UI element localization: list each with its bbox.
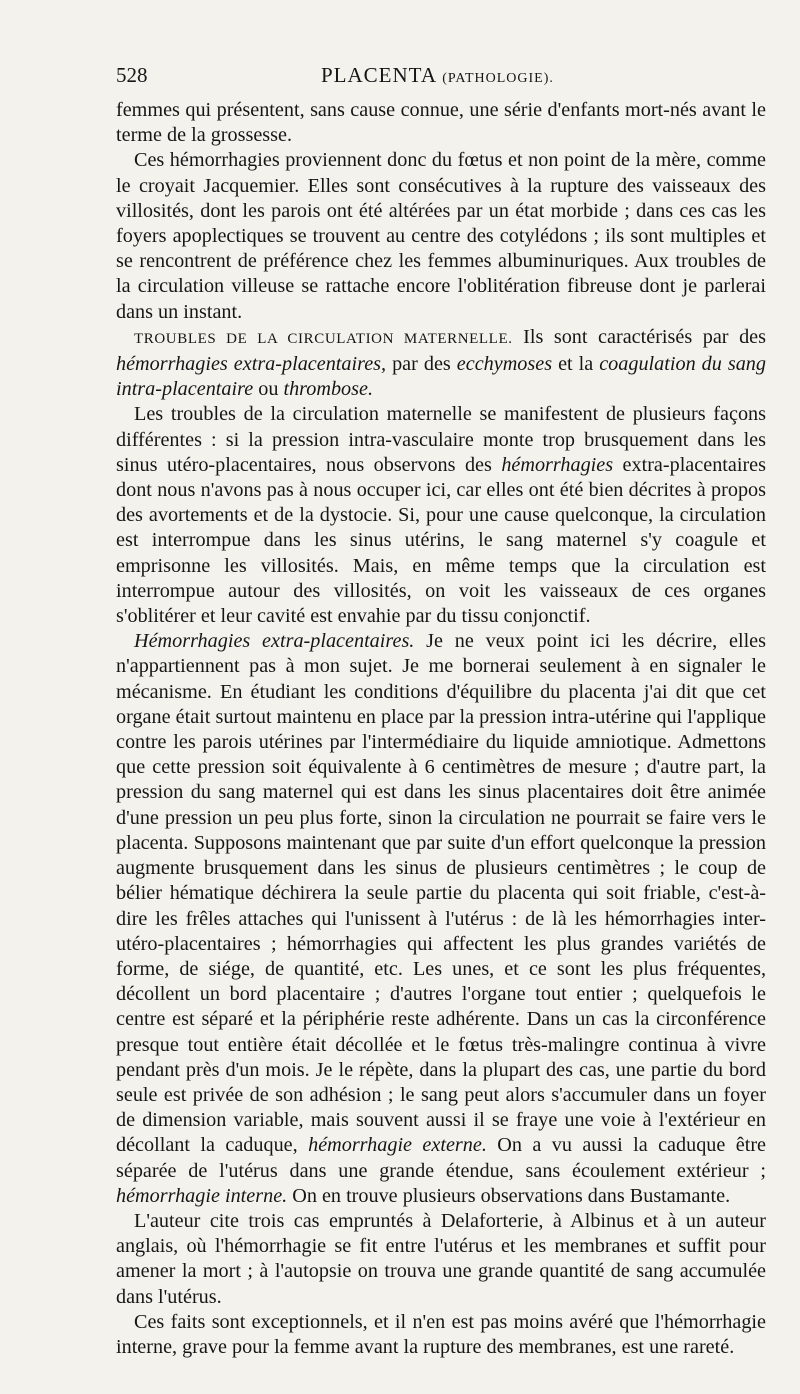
running-subtitle: (PATHOLOGIE).	[442, 71, 554, 86]
paragraph-1: femmes qui présentent, sans cause connue, une série d'enfants mort-nés avant le terme de la grossesse.	[116, 99, 766, 147]
paragraph-4: Les troubles de la circulation maternelle se manifestent de plusieurs façons différentes : si la pression intra-vasculaire monte trop brusquement dans les sinus utéro-placentaires, nous observons des hémorrhagies extra-placentaires dont nous n'avons pas à nous occuper ici, car elles ont été bien décrites à propos des avortements et de la dystocie. Si, pour une cause quelconque, la circulation est interrompue dans les sinus utérins, le sang maternel s'y coagule et emprisonne les villosités. Mais, en même temps que la circulation est interrompue autour des villosités, on voit les vaisseaux de ces organes s'oblitérer et leur cavité est envahie par du tissu conjonctif.	[116, 403, 767, 628]
running-head	[116, 62, 766, 92]
paragraph-3: TROUBLES DE LA CIRCULATION MATERNELLE. Ils sont caractérisés par des hémorrhagies extra-placentaires, par des ecchymoses et la coagulation du sang intra-placentaire ou thrombose.	[116, 325, 766, 401]
paragraph-6: L'auteur cite trois cas empruntés à Delaforterie, à Albinus et à un auteur anglais, où l'hémorrhagie se fit entre l'utérus et les membranes et suffit pour amener la mort ; à l'autopsie on trouva une grande quantité de sang accumulée dans l'utérus.	[116, 1209, 766, 1308]
paragraph-2: Ces hémorrhagies proviennent donc du fœtus et non point de la mère, comme le croyait Jacquemier. Elles sont consécutives à la rupture des vaisseaux des villosités, dont les parois ont été altérées par un état morbide ; dans ces cas les foyers apoplectiques se trouvent au centre des cotylédons ; ils sont multiples et se rencontrent de préférence chez les femmes albuminuriques. Aux troubles de la circulation villeuse se rattache encore l'oblitération fibreuse dont je parlerai dans un instant.	[116, 149, 766, 323]
body-text	[116, 98, 766, 1360]
paragraph-7: Ces faits sont exceptionnels, et il n'en est pas moins avéré que l'hémorrhagie interne, grave pour la femme avant la rupture des membranes, est une rareté.	[116, 1310, 766, 1358]
page-number: 528	[116, 63, 148, 87]
running-title: PLACENTA	[321, 63, 437, 87]
section-heading-maternal: TROUBLES DE LA CIRCULATION MATERNELLE.	[134, 330, 513, 347]
paragraph-5: Hémorrhagies extra-placentaires. Je ne veux point ici les décrire, elles n'appartiennent pas à mon sujet. Je me bornerai seulement à en signaler le mécanisme. En étudiant les conditions d'équilibre du placenta j'ai dit que cet organe était surtout maintenu en place par la pression intra-utérine qui l'applique contre les parois utérines par l'intermédiaire du liquide amniotique. Admettons que cette pression soit équivalente à 6 centimètres de mesure ; d'autre part, la pression du sang maternel qui est dans les sinus placentaires doit être animée d'une pression un peu plus forte, sinon la circulation ne pourrait se faire vers le placenta. Supposons maintenant que par suite d'un effort quelconque la pression augmente brusquement dans les sinus de plusieurs centimètres ; le coup de bélier hématique déchirera la seule partie du placenta qui soit friable, c'est-à-dire les frêles attaches qui l'unissent à l'utérus : de là les hémorrhagies inter-utéro-placentaires ; hémorrhagies qui affectent les plus grandes variétés de forme, de siége, de quantité, etc. Les unes, et ce sont les plus fréquentes, décollent un bord placentaire ; d'autres l'organe tout entier ; quelquefois le centre est séparé et la périphérie reste adhérente. Dans un cas la circonférence presque tout entière était décollée et le fœtus très-malingre continua à vivre pendant près d'un mois. Je le répète, dans la plupart des cas, une partie du bord seule est privée de son adhésion ; le sang peut alors s'accumuler dans un foyer de dimension variable, mais souvent aussi il se fraye une voie à l'extérieur en décollant la caduque, hémorrhagie externe. On a vu aussi la caduque être séparée de l'utérus dans une grande étendue, sans écoulement extérieur ; hémorrhagie interne. On en trouve plusieurs observations dans Bustamante.	[116, 630, 766, 1207]
section-heading-extra-placental: Hémorrhagies extra-placentaires.	[134, 630, 415, 653]
